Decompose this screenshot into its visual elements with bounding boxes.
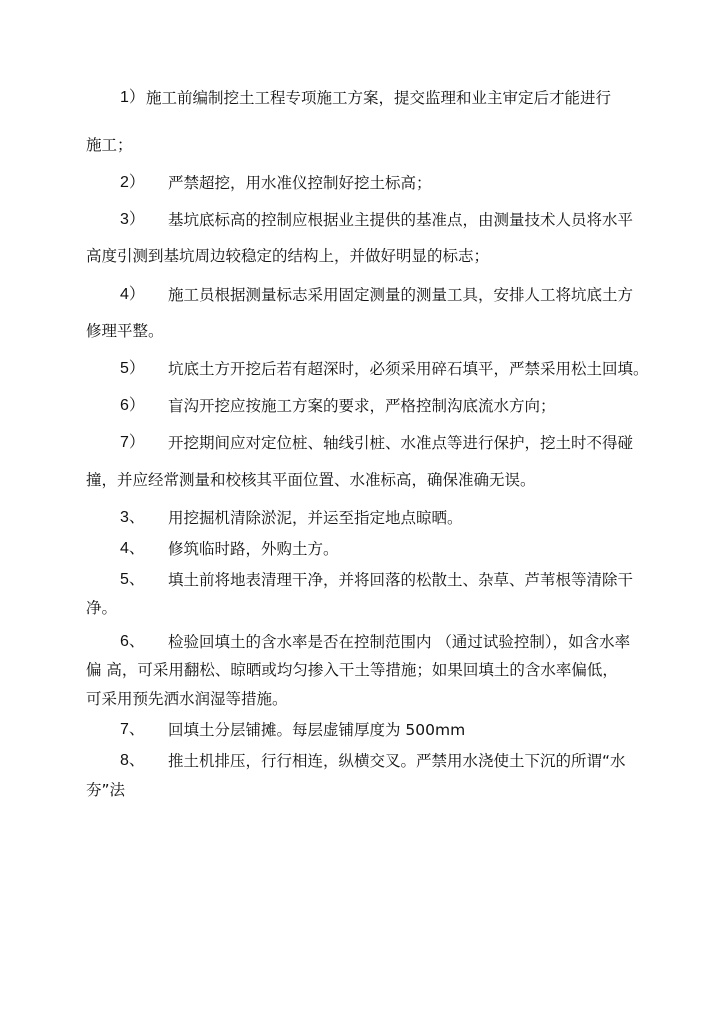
item-number: 1） <box>120 89 145 106</box>
item-number: 3） <box>120 211 145 228</box>
item-text: 施工前编制挖土工程专项施工方案，提交监理和业主审定后才能进行 <box>146 89 612 107</box>
paragraph-4-line-2 <box>0 317 720 345</box>
paragraph-11-line-2 <box>0 656 720 684</box>
item-number: 4、 <box>120 540 145 557</box>
paragraph-10-line-2 <box>0 594 720 622</box>
item-number: 5） <box>120 360 145 377</box>
paragraph-7-line-2 <box>0 466 720 494</box>
item-text: 开挖期间应对定位桩、轴线引桩、水准点等进行保护，挖土时不得碰 <box>168 434 634 452</box>
item-text: 盲沟开挖应按施工方案的要求，严格控制沟底流水方向； <box>168 397 556 415</box>
item-text: 净。 <box>86 599 118 617</box>
item-text: 用挖掘机清除淤泥，并运至指定地点晾晒。 <box>168 509 463 527</box>
item-text: 施工员根据测量标志采用固定测量的测量工具，安排人工将坑底土方 <box>168 286 634 304</box>
item-text: 推土机排压，行行相连，纵横交叉。严禁用水浇使土下沉的所谓“水 <box>168 752 626 770</box>
item-number: 7、 <box>120 721 145 738</box>
item-number: 2） <box>120 174 145 191</box>
item-number: 8、 <box>120 752 145 769</box>
paragraph-3-line-1 <box>0 206 720 234</box>
paragraph-5 <box>0 355 720 383</box>
item-number: 5、 <box>120 571 145 588</box>
item-text: 撞，并应经常测量和校核其平面位置、水准标高，确保准确无误。 <box>86 471 536 489</box>
paragraph-2 <box>0 169 720 197</box>
item-text: 检验回填土的含水率是否在控制范围内 （通过试验控制），如含水率 <box>168 633 631 651</box>
paragraph-13-line-2 <box>0 776 720 804</box>
paragraph-12 <box>0 716 720 744</box>
item-number: 3、 <box>120 509 145 526</box>
item-number: 6、 <box>120 633 145 650</box>
item-text: 回填土分层铺摊。每层虚铺厚度为 500mm <box>168 721 466 739</box>
paragraph-13-line-1 <box>0 747 720 775</box>
item-text: 修筑临时路，外购土方。 <box>168 540 339 558</box>
item-number: 4） <box>120 286 145 303</box>
item-text: 填土前将地表清理干净，并将回落的松散土、杂草、芦苇根等清除干 <box>168 571 634 589</box>
item-number: 7） <box>120 434 145 451</box>
item-text: 坑底土方开挖后若有超深时，必须采用碎石填平，严禁采用松土回填。 <box>168 360 649 378</box>
item-text: 可采用预先洒水润湿等措施。 <box>86 690 288 708</box>
item-text: 高度引测到基坑周边较稳定的结构上，并做好明显的标志； <box>86 247 490 265</box>
paragraph-10-line-1 <box>0 566 720 594</box>
paragraph-11-line-3 <box>0 685 720 713</box>
paragraph-1-line-2 <box>0 131 720 159</box>
item-text: 施工； <box>86 136 133 154</box>
item-text: 偏 高，可采用翻松、晾晒或均匀掺入干土等措施；如果回填土的含水率偏低， <box>86 661 618 679</box>
item-number: 6） <box>120 397 145 414</box>
paragraph-1-line-1 <box>0 84 720 112</box>
paragraph-6 <box>0 392 720 420</box>
item-text: 基坑底标高的控制应根据业主提供的基准点，由测量技术人员将水平 <box>168 211 634 229</box>
paragraph-9 <box>0 535 720 563</box>
paragraph-7-line-1 <box>0 429 720 457</box>
paragraph-8 <box>0 504 720 532</box>
paragraph-4-line-1 <box>0 281 720 309</box>
item-text: 严禁超挖，用水准仪控制好挖土标高； <box>168 174 432 192</box>
paragraph-11-line-1 <box>0 628 720 656</box>
item-text: 修理平整。 <box>86 322 164 340</box>
item-text: 夯”法 <box>86 781 126 799</box>
paragraph-3-line-2 <box>0 242 720 270</box>
